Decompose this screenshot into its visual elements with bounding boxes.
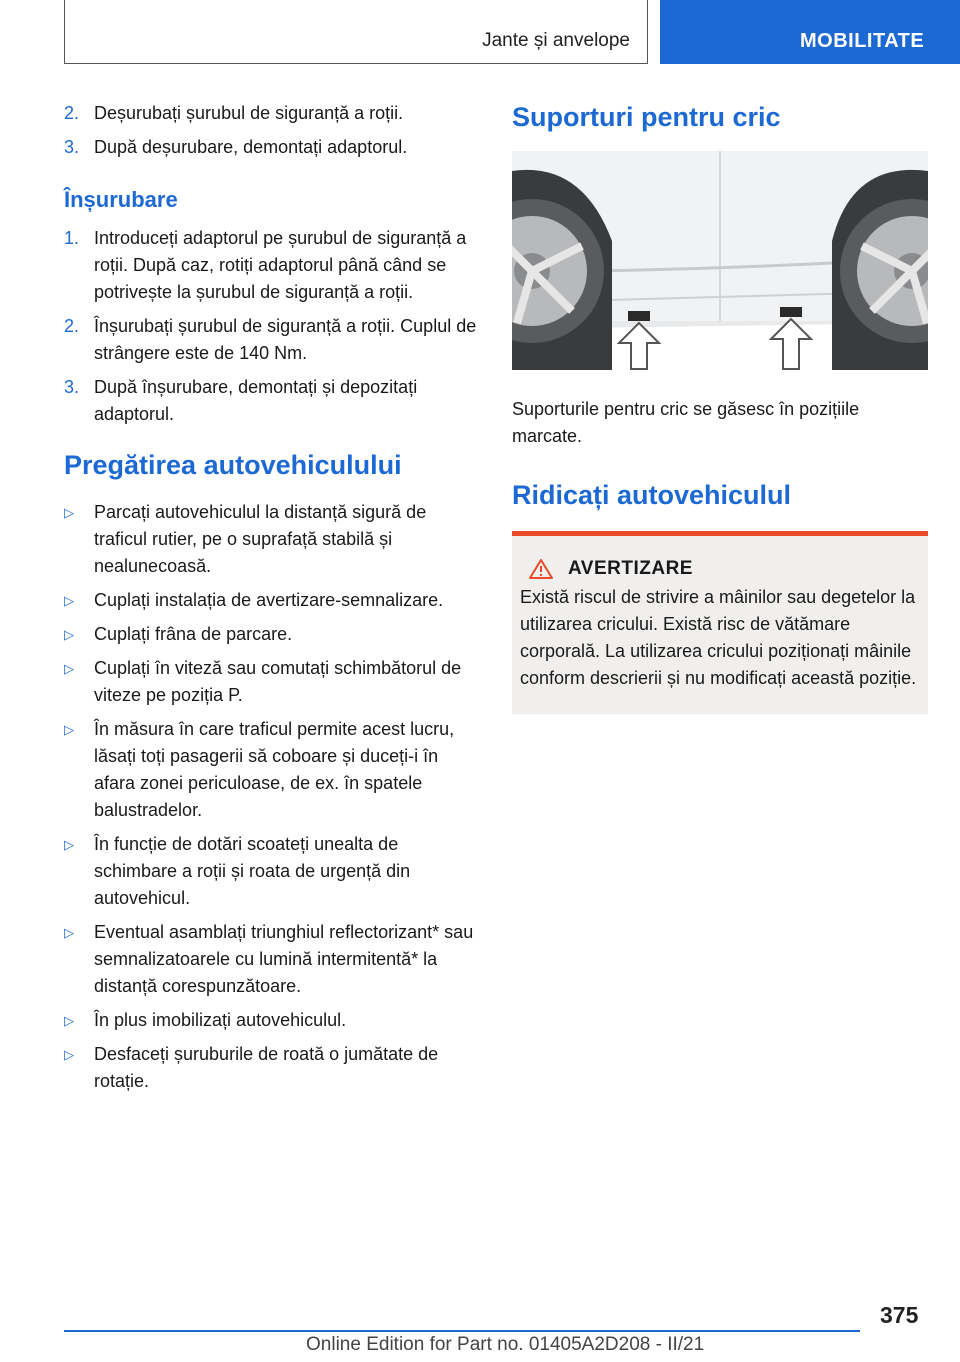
triangle-bullet-icon: ▷ (64, 1047, 74, 1062)
triangle-bullet-icon: ▷ (64, 627, 74, 642)
bullet-text: Cuplați frâna de parcare. (94, 624, 293, 644)
header-chapter-tab: MOBILITATE (660, 0, 960, 64)
warning-box (512, 531, 928, 714)
left-column (64, 100, 484, 1102)
section-title-ridicati: Ridicați autovehiculul (512, 480, 792, 510)
jack-points-illustration (512, 151, 928, 370)
step-number: 3. (64, 377, 80, 397)
triangle-bullet-icon: ▷ (64, 837, 74, 852)
bullet-text: În funcție de dotări scoateți unealta de schimbare a roții și roata de urgență din autovehicul. (94, 834, 411, 908)
list-item (64, 313, 484, 367)
jack-point-rear (780, 307, 802, 317)
list-item (64, 1041, 484, 1095)
step-text: Introduceți adaptorul pe șurubul de siguranță a roții. După caz, rotiți adaptorul până când se potrivește la șurubul de siguranță a roții. (94, 228, 467, 302)
steps-top-list (64, 100, 484, 161)
header-section-title: Jante și anvelope (482, 30, 630, 51)
list-item (64, 831, 484, 912)
step-text: După înșurubare, demontați și depozitați adaptorul. (94, 377, 418, 424)
right-column (512, 100, 928, 714)
step-text: După deșurubare, demontați adaptorul. (94, 137, 408, 157)
bullet-text: În măsura în care traficul permite acest lucru, lăsați toți pasagerii să coboare și duceți-i în afara zonei periculoase, de ex. în spatele balustradelor. (94, 719, 455, 820)
warning-title: AVERTIZARE (568, 558, 693, 579)
list-item (64, 655, 484, 709)
warning-triangle-icon (528, 558, 554, 580)
step-text: Înșurubați șurubul de siguranță a roții. Cuplul de strângere este de 140 Nm. (94, 316, 477, 363)
footer-divider (64, 1330, 860, 1332)
list-item (64, 100, 484, 127)
bullet-text: În plus imobilizați autovehiculul. (94, 1010, 347, 1030)
list-item (64, 919, 484, 1000)
list-item (64, 1007, 484, 1034)
list-item (64, 225, 484, 306)
warning-header (520, 558, 920, 580)
section-title-pregatire: Pregătirea autovehiculului (64, 450, 402, 480)
list-item (64, 716, 484, 824)
warning-text: Există riscul de strivire a mâinilor sau degetelor la utilizarea cricului. Există risc de vătămare corporală. La utilizarea cricului poziționați mâinile conform descrierii și nu modificați această poziție. (520, 587, 917, 688)
bullet-text: Eventual asamblați triunghiul reflectorizant* sau semnalizatoarele cu lumină intermitentă* la distanță corespunzătoare. (94, 922, 474, 996)
jack-point-front (628, 311, 650, 321)
bullet-text: Parcați autovehiculul la distanță sigură de traficul rutier, pe o suprafață stabilă și nealunecoasă. (94, 502, 427, 576)
pregatire-bullet-list (64, 499, 484, 1095)
bullet-text: Cuplați în viteză sau comutați schimbătorul de viteze pe poziția P. (94, 658, 462, 705)
step-number: 1. (64, 228, 80, 248)
triangle-bullet-icon: ▷ (64, 593, 74, 608)
triangle-bullet-icon: ▷ (64, 1013, 74, 1028)
list-item (64, 374, 484, 428)
section-title-insurubare: Înșurubare (64, 187, 178, 212)
triangle-bullet-icon: ▷ (64, 722, 74, 737)
triangle-bullet-icon: ▷ (64, 661, 74, 676)
list-item (64, 499, 484, 580)
list-item (64, 621, 484, 648)
step-text: Deșurubați șurubul de siguranță a roții. (94, 103, 404, 123)
footer-edition: Online Edition for Part no. 01405A2D208 - II/21 (306, 1334, 705, 1355)
step-number: 2. (64, 103, 80, 123)
triangle-bullet-icon: ▷ (64, 925, 74, 940)
triangle-bullet-icon: ▷ (64, 505, 74, 520)
bullet-text: Desfaceți șuruburile de roată o jumătate de rotație. (94, 1044, 439, 1091)
figure-caption: Suporturile pentru cric se găsesc în pozițiile marcate. (512, 399, 860, 446)
insurubare-steps-list (64, 225, 484, 428)
list-item (64, 134, 484, 161)
list-item (64, 587, 484, 614)
section-title-suporturi: Suporturi pentru cric (512, 102, 781, 132)
page-number: 375 (880, 1302, 919, 1328)
bullet-text: Cuplați instalația de avertizare-semnalizare. (94, 590, 444, 610)
step-number: 3. (64, 137, 80, 157)
step-number: 2. (64, 316, 80, 336)
